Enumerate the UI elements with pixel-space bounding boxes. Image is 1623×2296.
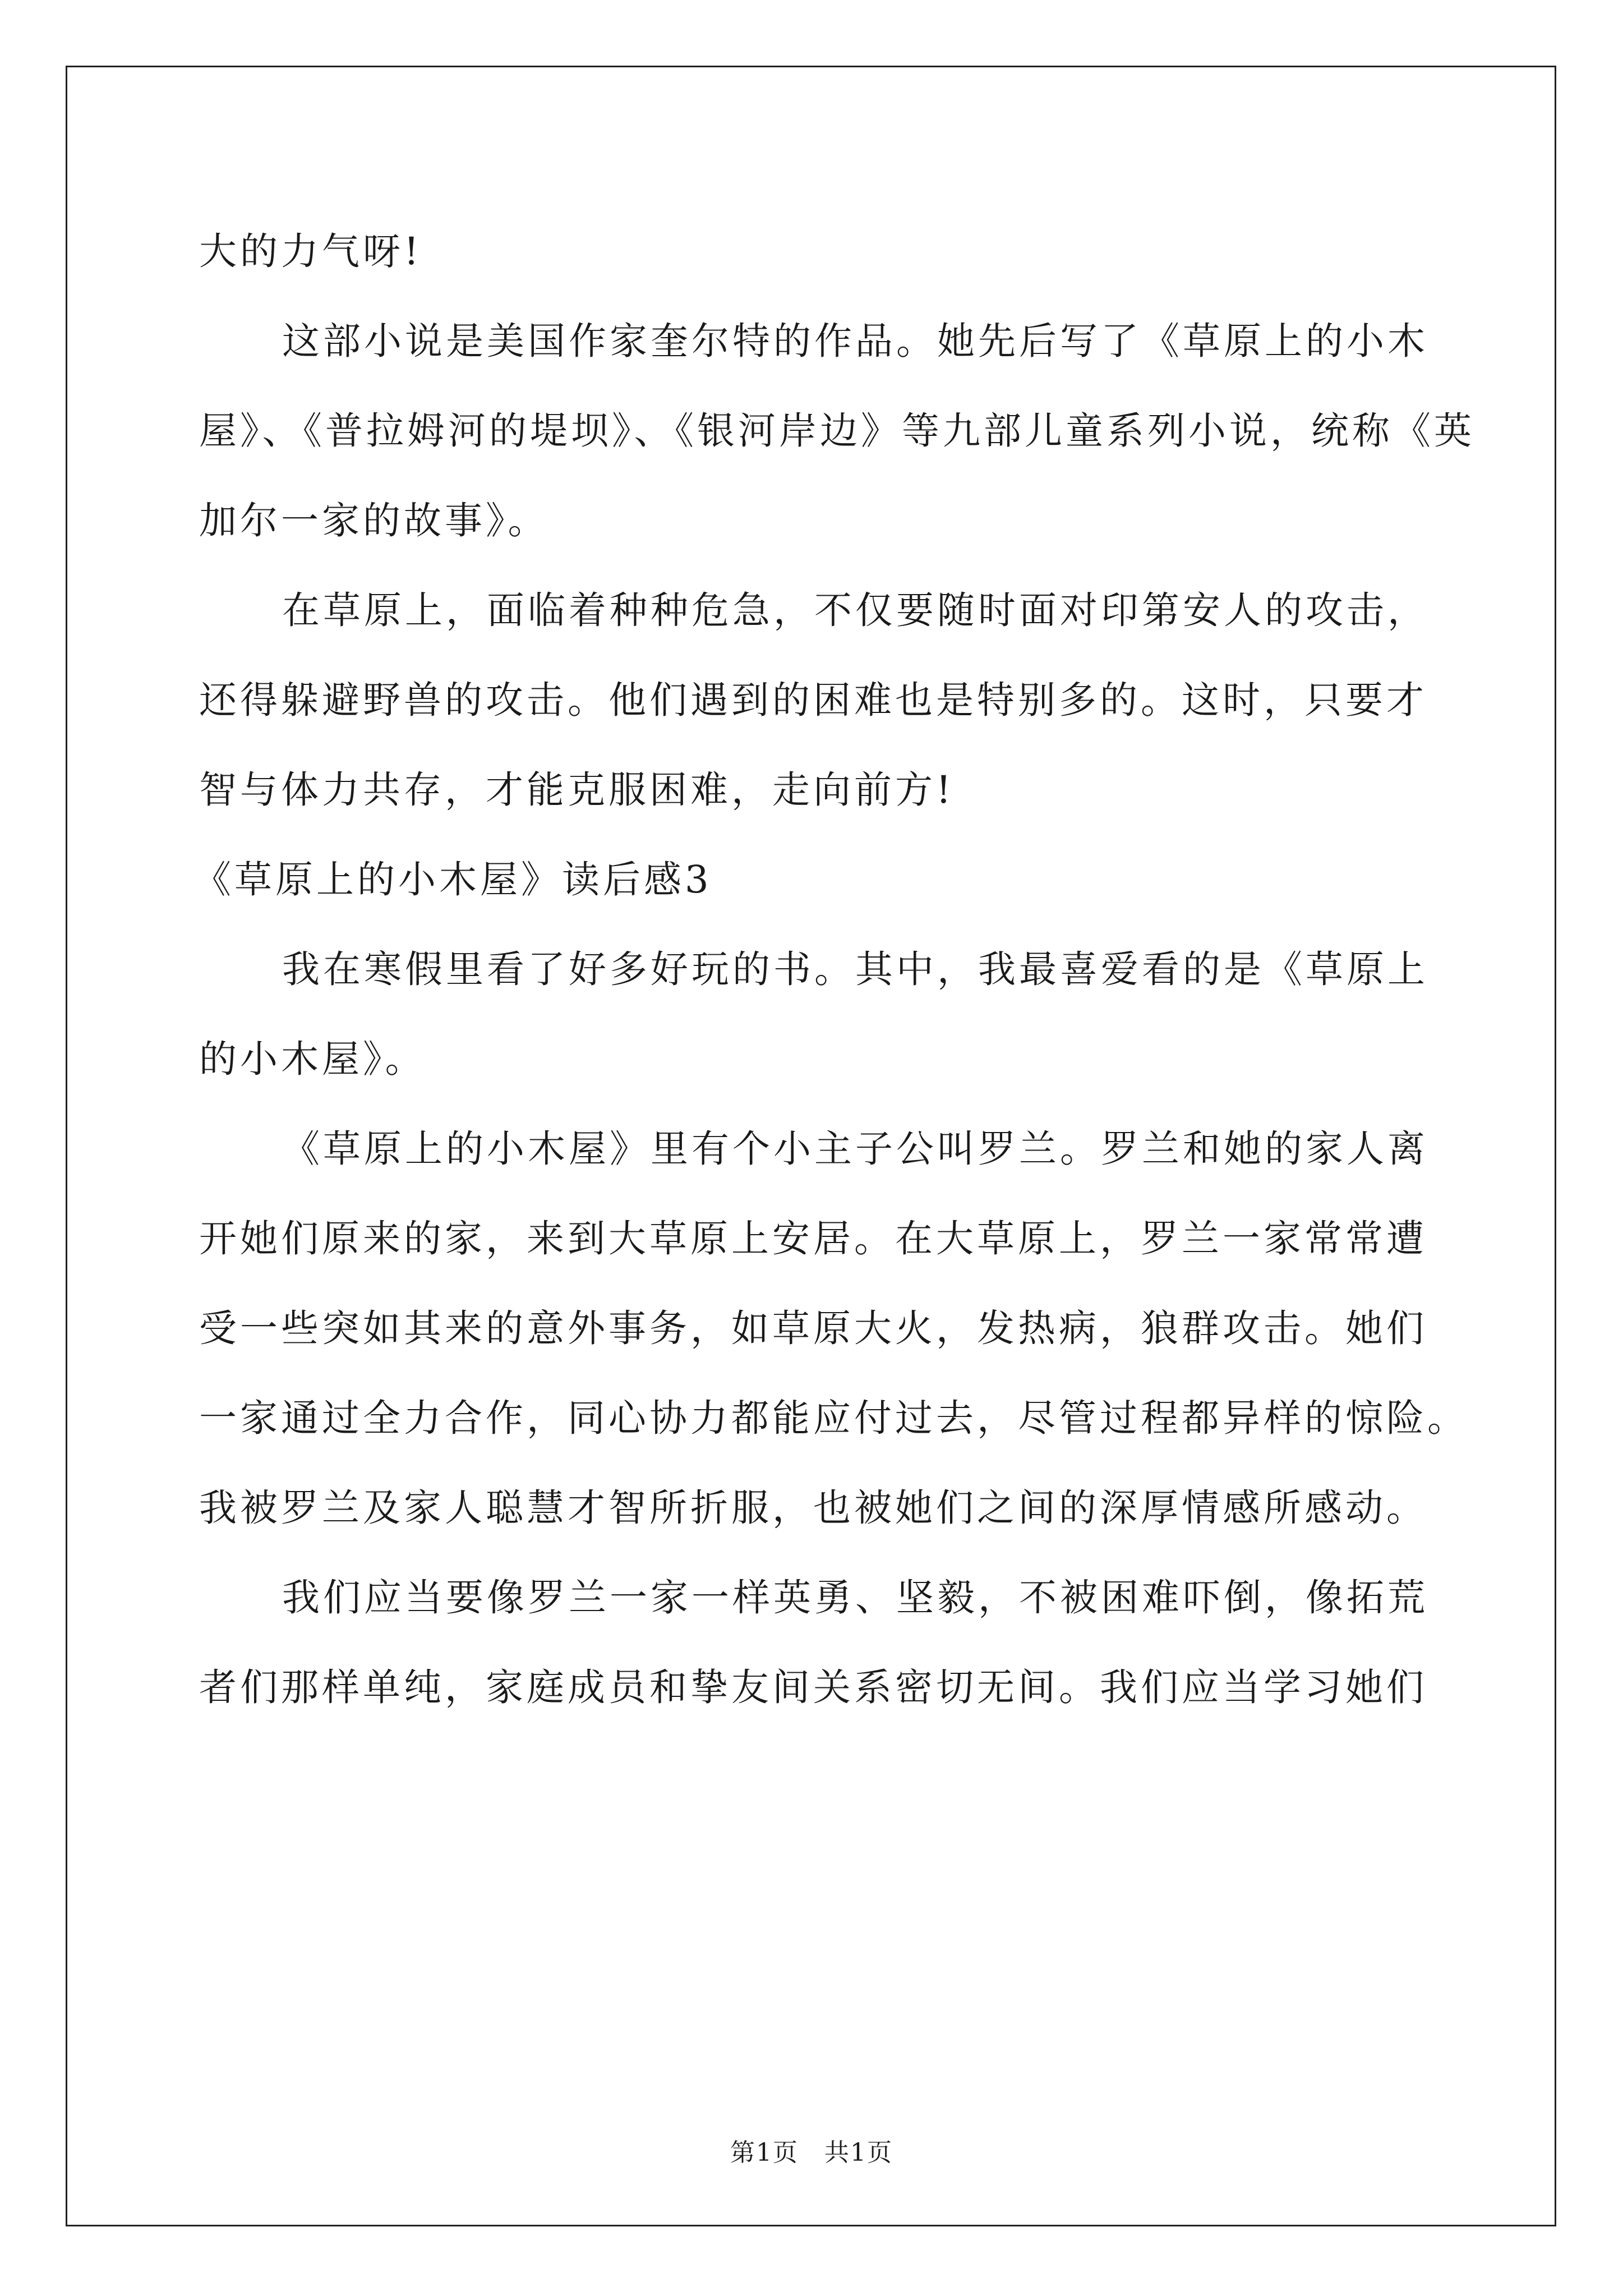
text-line: 加尔一家的故事》。 — [199, 499, 549, 542]
text-line: 《草原上的小木屋》里有个小主子公叫罗兰。罗兰和她的家人离 — [282, 1127, 1428, 1171]
text-line: 我被罗兰及家人聪慧才智所折服，也被她们之间的深厚情感所感动。 — [199, 1486, 1427, 1530]
document-body — [193, 206, 1475, 1732]
text-line: 智与体力共存，才能克服困难，走向前方! — [199, 768, 955, 812]
text-line: 的小木屋》。 — [199, 1037, 426, 1081]
text-line: 屋》、《普拉姆河的堤坝》、《银河岸边》等九部儿童系列小说，统称《英 — [199, 409, 1475, 453]
text-line: 这部小说是美国作家奎尔特的作品。她先后写了《草原上的小木 — [282, 319, 1428, 363]
text-line: 我们应当要像罗兰一家一样英勇、坚毅，不被困难吓倒，像拓荒 — [282, 1576, 1428, 1619]
section-heading: 《草原上的小木屋》读后感3 — [193, 858, 712, 901]
text-line: 我在寒假里看了好多好玩的书。其中，我最喜爱看的是《草原上 — [282, 947, 1428, 991]
page-footer: 第1页 共1页 — [730, 2138, 893, 2167]
text-line: 还得躲避野兽的攻击。他们遇到的困难也是特别多的。这时，只要才 — [199, 678, 1427, 722]
text-line: 一家通过全力合作，同心协力都能应付过去，尽管过程都异样的惊险。 — [199, 1396, 1468, 1440]
text-line: 大的力气呀! — [199, 229, 422, 273]
text-line: 开她们原来的家，来到大草原上安居。在大草原上，罗兰一家常常遭 — [199, 1217, 1427, 1260]
text-line: 者们那样单纯，家庭成员和挚友间关系密切无间。我们应当学习她们 — [199, 1665, 1427, 1709]
text-line: 在草原上，面临着种种危急，不仅要随时面对印第安人的攻击， — [282, 588, 1428, 632]
text-line: 受一些突如其来的意外事务，如草原大火，发热病，狼群攻击。她们 — [199, 1306, 1427, 1350]
